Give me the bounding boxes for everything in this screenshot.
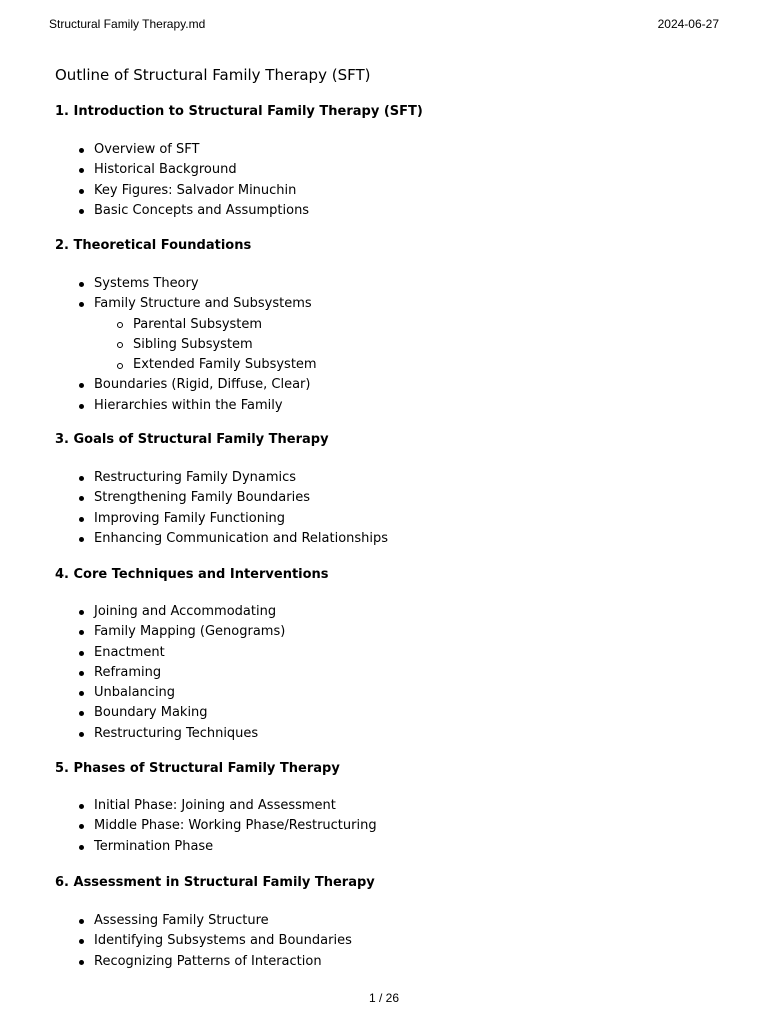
section-list-goals <box>55 468 388 549</box>
section-heading-assessment: 6. Assessment in Structural Family Therapy <box>55 875 375 890</box>
section-list-assessment <box>55 911 352 972</box>
section-list-introduction <box>55 140 309 221</box>
section-heading-theoretical-foundations: 2. Theoretical Foundations <box>55 238 252 253</box>
list-item: Hierarchies within the Family <box>55 396 317 416</box>
list-item: Middle Phase: Working Phase/Restructuring <box>55 816 377 836</box>
list-item: Assessing Family Structure <box>55 911 352 931</box>
section-heading-phases: 5. Phases of Structural Family Therapy <box>55 761 340 776</box>
list-item: Restructuring Techniques <box>55 724 285 744</box>
list-item: Identifying Subsystems and Boundaries <box>55 931 352 951</box>
list-item: Recognizing Patterns of Interaction <box>55 952 352 972</box>
list-item: Overview of SFT <box>55 140 309 160</box>
list-item: Systems Theory <box>55 274 317 294</box>
list-item: Termination Phase <box>55 837 377 857</box>
page-number: 1 / 26 <box>368 991 400 1005</box>
list-item: Key Figures: Salvador Minuchin <box>55 181 309 201</box>
section-list-theoretical-foundations <box>55 274 317 416</box>
list-item: Family Mapping (Genograms) <box>55 622 285 642</box>
section-list-phases <box>55 796 377 857</box>
document-title: Outline of Structural Family Therapy (SFT) <box>55 66 371 84</box>
list-item: Boundary Making <box>55 703 285 723</box>
header-filename: Structural Family Therapy.md <box>49 17 206 31</box>
list-item: Enactment <box>55 643 285 663</box>
list-item: Reframing <box>55 663 285 683</box>
list-item: Boundaries (Rigid, Diffuse, Clear) <box>55 375 317 395</box>
list-item: Enhancing Communication and Relationships <box>55 529 388 549</box>
list-item: Family Structure and Subsystems <box>55 294 317 314</box>
sub-list-item: Extended Family Subsystem <box>55 355 317 375</box>
section-heading-introduction: 1. Introduction to Structural Family Therapy (SFT) <box>55 104 423 119</box>
list-item: Unbalancing <box>55 683 285 703</box>
header-date: 2024-06-27 <box>657 17 719 31</box>
list-item: Initial Phase: Joining and Assessment <box>55 796 377 816</box>
list-item: Joining and Accommodating <box>55 602 285 622</box>
list-item: Restructuring Family Dynamics <box>55 468 388 488</box>
list-item: Historical Background <box>55 160 309 180</box>
sub-list-item: Sibling Subsystem <box>55 335 317 355</box>
list-item: Improving Family Functioning <box>55 509 388 529</box>
section-heading-core-techniques: 4. Core Techniques and Interventions <box>55 567 329 582</box>
list-item: Strengthening Family Boundaries <box>55 488 388 508</box>
sub-list-item: Parental Subsystem <box>55 315 317 335</box>
section-list-core-techniques <box>55 602 285 744</box>
list-item: Basic Concepts and Assumptions <box>55 201 309 221</box>
section-heading-goals: 3. Goals of Structural Family Therapy <box>55 432 329 447</box>
